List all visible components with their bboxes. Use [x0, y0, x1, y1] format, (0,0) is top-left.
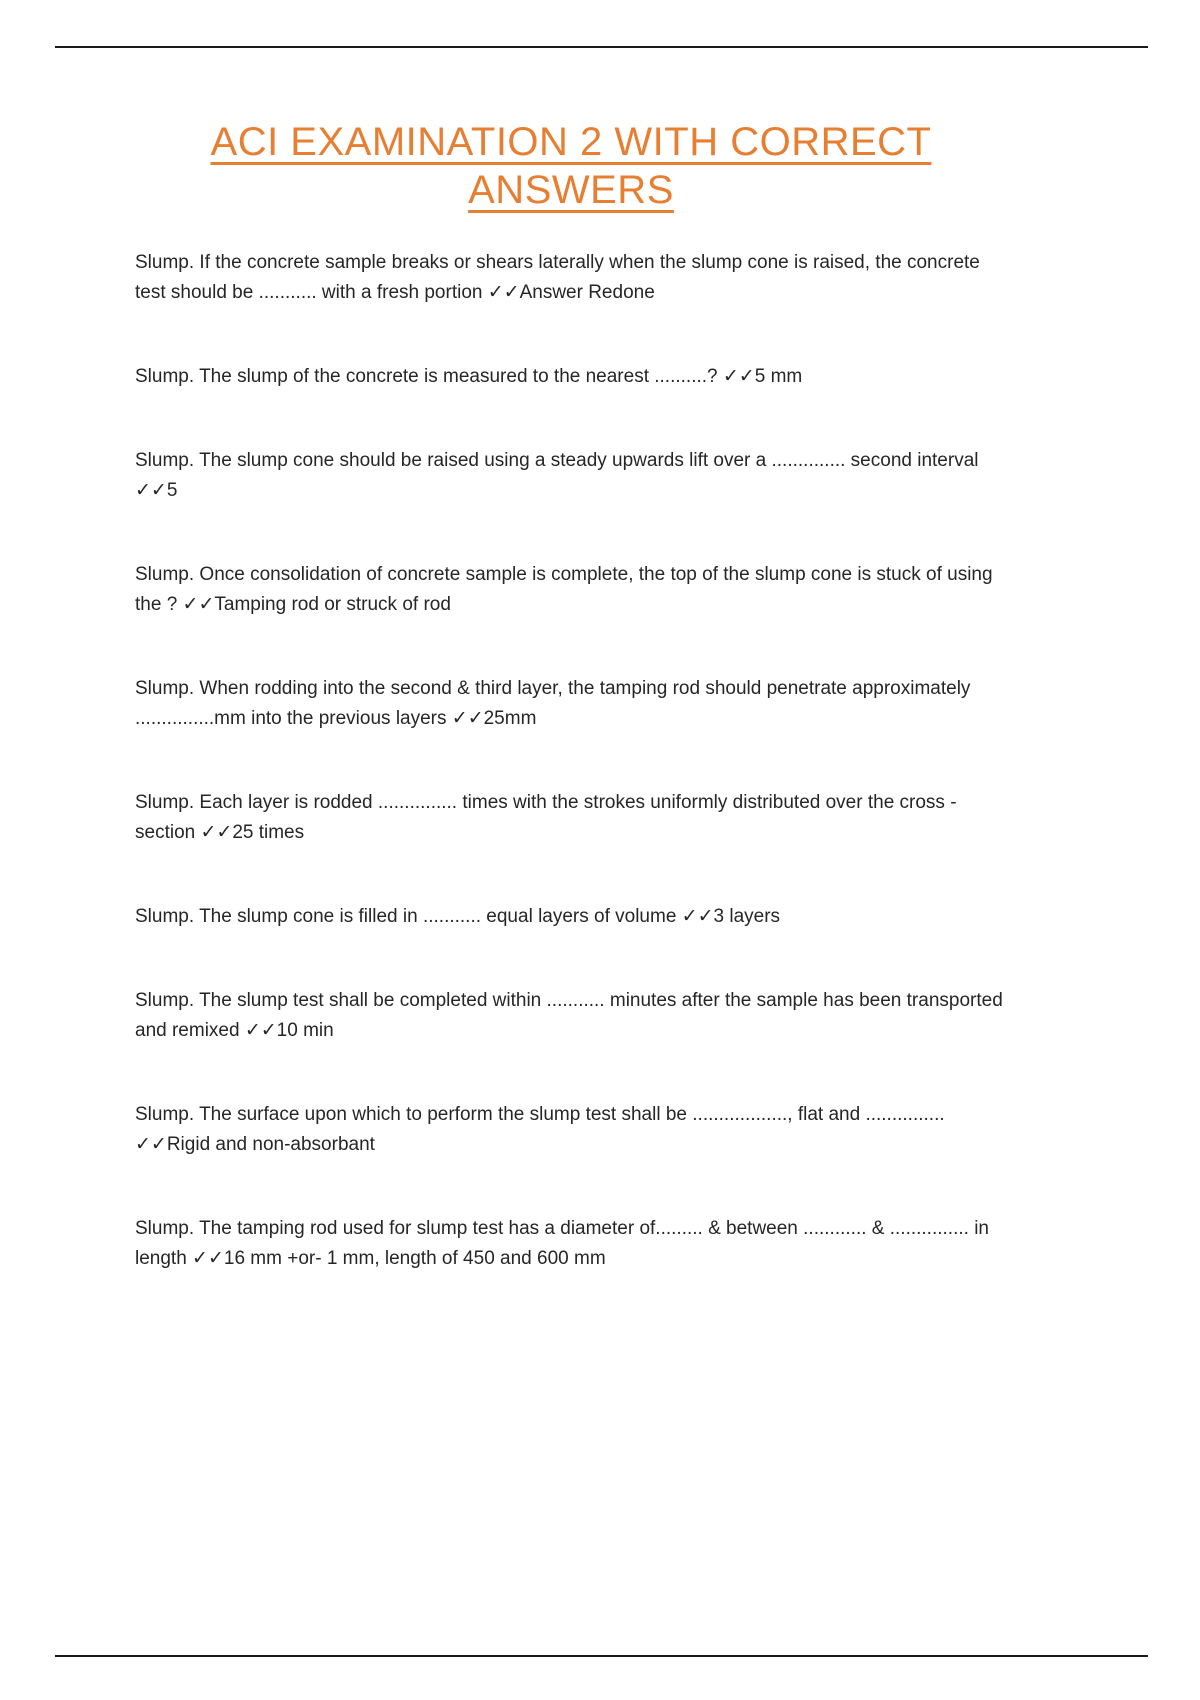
qa-paragraph: Slump. The slump cone is filled in ........... equal layers of volume ✓✓3 layers: [135, 906, 781, 927]
qa-paragraph: Slump. The surface upon which to perform the slump test shall be .................., flat and ............... ✓✓Rigid and non-absorbant: [135, 1104, 945, 1155]
qa-paragraph: Slump. The slump cone should be raised using a steady upwards lift over a .............. second interval ✓✓5: [135, 450, 979, 501]
qa-paragraph: Slump. The slump test shall be completed within ........... minutes after the sample has been transported and remixed ✓✓10 min: [135, 990, 1003, 1041]
footer-rule: [55, 1655, 1148, 1657]
qa-paragraph: Slump. Once consolidation of concrete sample is complete, the top of the slump cone is stuck of using the ? ✓✓Tamping rod or struck of rod: [135, 564, 993, 615]
qa-list: [135, 248, 1007, 1274]
page-title: ACI EXAMINATION 2 WITH CORRECT ANSWERS: [210, 120, 932, 212]
qa-paragraph: Slump. When rodding into the second & third layer, the tamping rod should penetrate approximately ...............mm into the previous layers ✓✓25mm: [135, 678, 971, 729]
qa-paragraph: Slump. The tamping rod used for slump test has a diameter of......... & between ............ & ............... in length ✓✓16 mm +or- 1 mm, length of 450 and 600 mm: [135, 1218, 989, 1269]
document-content: [135, 0, 1007, 1328]
qa-paragraph: Slump. The slump of the concrete is measured to the nearest ..........? ✓✓5 mm: [135, 366, 803, 387]
qa-paragraph: Slump. If the concrete sample breaks or shears laterally when the slump cone is raised, the concrete test should be ........... with a fresh portion ✓✓Answer Redone: [135, 252, 980, 303]
qa-paragraph: Slump. Each layer is rodded ............... times with the strokes uniformly distributed over the cross - section ✓✓25 times: [135, 792, 957, 843]
